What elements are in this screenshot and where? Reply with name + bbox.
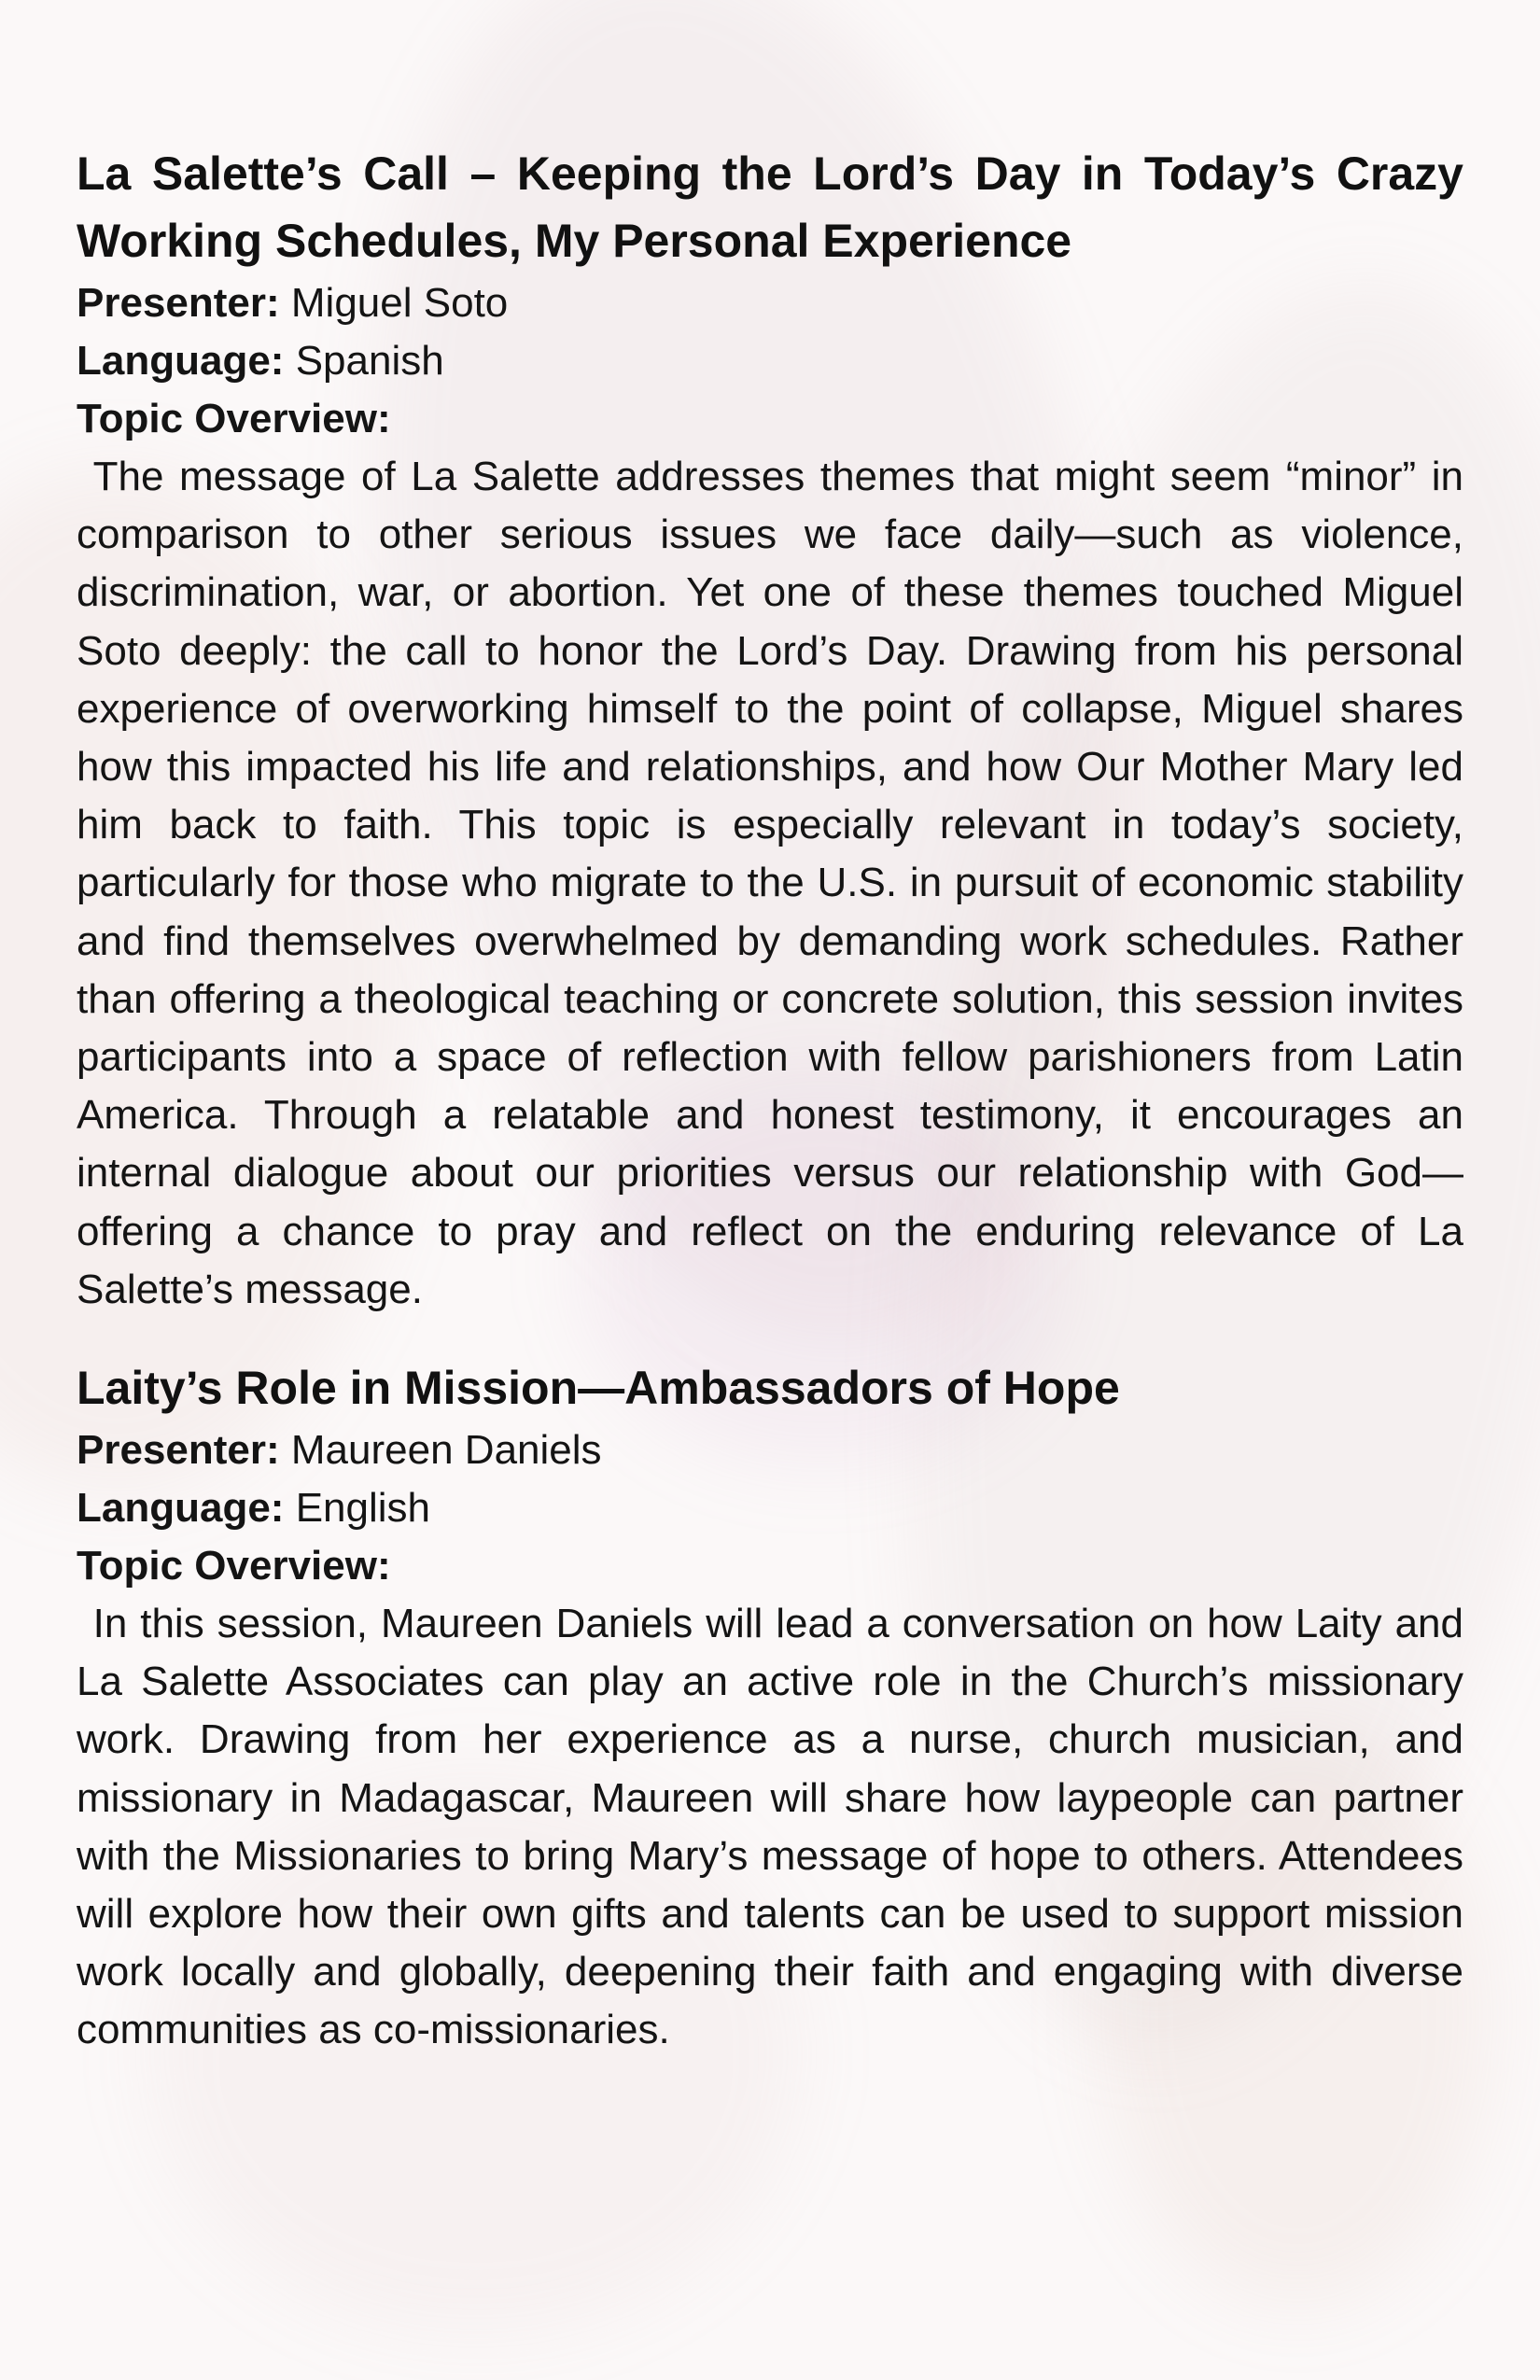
overview-heading	[77, 1537, 1463, 1595]
overview-label: Topic Overview:	[77, 396, 391, 441]
language-label: Language:	[77, 338, 285, 384]
language-label: Language:	[77, 1485, 285, 1532]
language-line	[77, 1479, 1463, 1537]
presenter-label: Presenter:	[77, 1427, 280, 1474]
language-value: English	[295, 1485, 430, 1532]
overview-heading	[77, 390, 1463, 448]
presenter-line	[77, 1421, 1463, 1479]
session-title: Laity’s Role in Mission—Ambassadors of Hope	[77, 1362, 1120, 1415]
presenter-line	[77, 274, 1463, 332]
session-la-salettes-call	[77, 140, 1463, 1319]
presenter-name: Miguel Soto	[290, 280, 509, 326]
presenter-label: Presenter:	[77, 280, 280, 326]
overview-text: In this session, Maureen Daniels will lead a conversation on how Laity and La Salette Associates can play an active role in the Church’s missionary work. Drawing from her experience as a nurse, church musician, and missionary in Madagascar, Maureen will share how laypeople can partner with the Missionaries to bring Mary’s message of hope to others. Attendees will explore how their own gifts and talents can be used to support mission work locally and globally, deepening their faith and engaging with diverse communities as co-missionaries.	[77, 1601, 1463, 2053]
language-value: Spanish	[295, 338, 444, 384]
overview-text: The message of La Salette addresses themes that might seem “minor” in comparison to other serious issues we face daily—such as violence, discrimination, war, or abortion. Yet one of these themes touched Miguel Soto deeply: the call to honor the Lord’s Day. Drawing from his personal experience of overworking himself to the point of collapse, Miguel shares how this impacted his life and relationships, and how Our Mother Mary led him back to faith. This topic is especially relevant in today’s society, particularly for those who migrate to the U.S. in pursuit of economic stability and find themselves overwhelmed by demanding work schedules. Rather than offering a theological teaching or concrete solution, this session invites participants into a space of reflection with fellow parishioners from Latin America. Through a relatable and honest testimony, it encourages an internal dialogue about our priorities versus our relationship with God—offering a chance to pray and reflect on the enduring relevance of La Salette’s message.	[77, 454, 1463, 1312]
session-laitys-role	[77, 1354, 1463, 2060]
overview-label: Topic Overview:	[77, 1543, 391, 1589]
language-line	[77, 332, 1463, 390]
session-title: La Salette’s Call – Keeping the Lord’s Day in Today’s Crazy Working Schedules, My Personal Experience	[77, 147, 1463, 267]
presenter-name: Maureen Daniels	[290, 1427, 602, 1474]
page-content	[77, 140, 1463, 2060]
